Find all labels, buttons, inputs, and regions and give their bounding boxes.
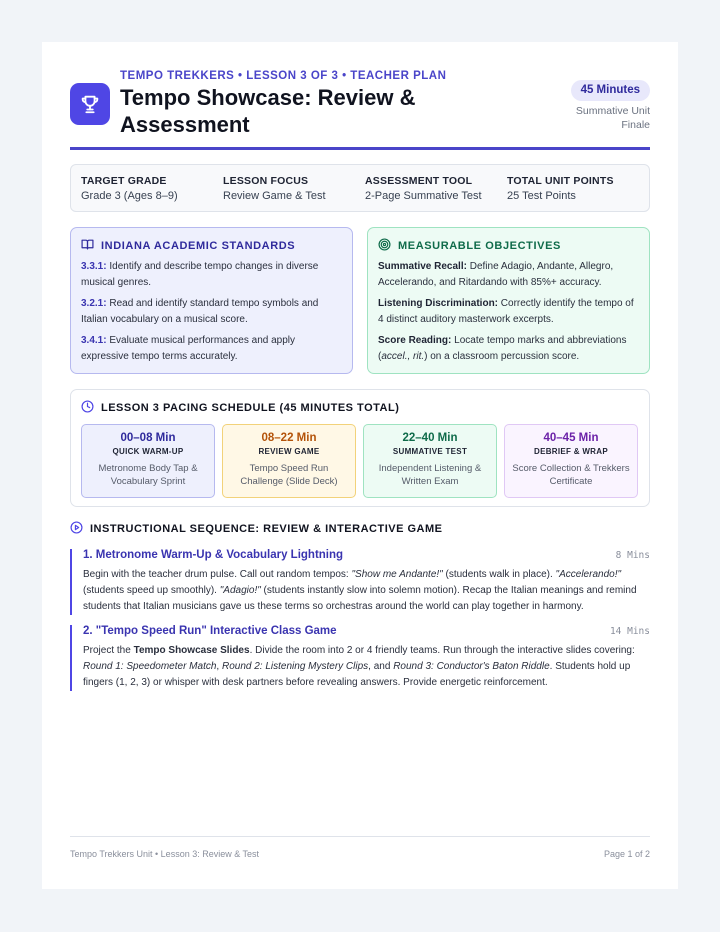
standard-code: 3.2.1: bbox=[81, 298, 107, 309]
unit-note bbox=[576, 104, 650, 132]
standard-code: 3.4.1: bbox=[81, 335, 107, 346]
pacing-schedule bbox=[70, 389, 650, 507]
objective-text: Define Adagio, Andante, Allegro, Accelerando, and Ritardando with 85%+ accuracy. bbox=[378, 261, 614, 288]
info-target-grade bbox=[81, 175, 178, 202]
objective-item bbox=[378, 259, 639, 291]
pace-time: 00–08 Min bbox=[120, 432, 176, 444]
sequence-heading-text: INSTRUCTIONAL SEQUENCE: REVIEW & INTERACTIVE GAME bbox=[90, 523, 443, 535]
standard-text: Read and identify standard tempo symbols and Italian vocabulary on a musical score. bbox=[81, 298, 319, 325]
pace-desc: Tempo Speed Run Challenge (Slide Deck) bbox=[240, 463, 338, 487]
info-value: 2-Page Summative Test bbox=[365, 190, 482, 202]
info-label: TARGET GRADE bbox=[81, 175, 167, 187]
pace-card-warmup bbox=[81, 424, 215, 498]
pace-kind: REVIEW GAME bbox=[258, 447, 320, 456]
objective-item bbox=[378, 333, 639, 365]
objectives-heading-text: MEASURABLE OBJECTIVES bbox=[398, 240, 561, 252]
unit-note-line: Finale bbox=[621, 119, 650, 131]
page-number: Page 1 of 2 bbox=[603, 849, 650, 859]
pace-kind: QUICK WARM-UP bbox=[112, 447, 184, 456]
pace-time: 22–40 Min bbox=[402, 432, 458, 444]
duration-badge: 45 Minutes bbox=[571, 80, 650, 101]
step-italic: Round 2: Listening Mystery Clips bbox=[221, 661, 369, 672]
objective-label: Summative Recall: bbox=[378, 261, 467, 272]
objective-item bbox=[378, 296, 639, 328]
step-text: . Students hold up fingers (1, 2, 3) or whisper with desk partners before revealing answers. Provide energetic reinforcement. bbox=[83, 661, 631, 688]
info-value: 25 Test Points bbox=[507, 190, 576, 202]
standard-text: Evaluate musical performances and apply expressive tempo terms accurately. bbox=[81, 335, 296, 362]
footer-unit-label: Tempo Trekkers Unit • Lesson 3: Review & Test bbox=[70, 849, 260, 859]
step-text: (students walk in place). bbox=[442, 569, 556, 580]
clock-icon bbox=[81, 400, 94, 416]
pacing-heading-text: LESSON 3 PACING SCHEDULE (45 MINUTES TOTAL) bbox=[101, 402, 400, 414]
trophy-icon bbox=[70, 83, 110, 125]
step-text: (students instantly slow into solemn motion). Recap the Italian meanings and remind students that Italian musicians gave us these terms so orchestras around the world can play together in harmony. bbox=[83, 585, 637, 612]
book-icon bbox=[81, 238, 94, 254]
step-text: Project the bbox=[83, 645, 134, 656]
objectives-heading bbox=[378, 238, 639, 254]
objective-label: Score Reading: bbox=[378, 335, 452, 346]
objective-text: ) on a classroom percussion score. bbox=[424, 351, 580, 362]
info-value: Review Game & Test bbox=[223, 190, 326, 202]
pace-desc: Independent Listening & Written Exam bbox=[378, 463, 482, 487]
page-header bbox=[70, 42, 650, 150]
standard-item bbox=[81, 259, 342, 291]
pacing-heading bbox=[81, 400, 639, 416]
info-lesson-focus bbox=[223, 175, 326, 202]
unit-note-line: Summative Unit bbox=[575, 105, 650, 117]
objective-text: Locate tempo marks and abbreviations ( bbox=[378, 335, 627, 362]
step-title: 2. "Tempo Speed Run" Interactive Class Game bbox=[83, 625, 337, 637]
play-circle-icon bbox=[70, 521, 83, 537]
pace-desc: Metronome Body Tap & Vocabulary Sprint bbox=[98, 463, 198, 487]
step-text: , bbox=[216, 661, 222, 672]
pace-kind: DEBRIEF & WRAP bbox=[534, 447, 608, 456]
info-label: ASSESSMENT TOOL bbox=[365, 175, 473, 187]
step-body bbox=[83, 567, 650, 615]
step-minutes: 8 Mins bbox=[615, 550, 650, 561]
sequence-heading bbox=[70, 521, 650, 537]
pace-card-summative-test bbox=[363, 424, 497, 498]
info-assessment-tool bbox=[365, 175, 482, 202]
pace-kind: SUMMATIVE TEST bbox=[392, 447, 468, 456]
step-text: , and bbox=[368, 661, 394, 672]
step-title: 1. Metronome Warm-Up & Vocabulary Lightning bbox=[83, 549, 344, 561]
pacing-cards bbox=[81, 424, 639, 498]
standard-text: Identify and describe tempo changes in diverse musical genres. bbox=[81, 261, 319, 288]
lesson-kicker: TEMPO TREKKERS • LESSON 3 OF 3 • TEACHER PLAN bbox=[120, 70, 447, 82]
lesson-info-strip bbox=[70, 164, 650, 212]
info-total-points bbox=[507, 175, 614, 202]
pace-time: 40–45 Min bbox=[543, 432, 599, 444]
target-icon bbox=[378, 238, 391, 254]
pace-card-review-game bbox=[222, 424, 356, 498]
step-italic: "Show me Andante!" bbox=[351, 569, 443, 580]
standard-item bbox=[81, 333, 342, 365]
step-text: . Divide the room into 2 or 4 friendly teams. Run through the interactive slides covering: bbox=[249, 645, 635, 656]
standards-objectives-row bbox=[70, 227, 650, 374]
step-italic: Round 1: Speedometer Match bbox=[83, 661, 217, 672]
objective-text: Correctly identify the tempo of 4 distinct auditory masterwork excerpts. bbox=[378, 298, 634, 325]
sequence-step-game bbox=[70, 625, 650, 691]
step-italic: "Adagio!" bbox=[219, 585, 261, 596]
info-value: Grade 3 (Ages 8–9) bbox=[81, 190, 178, 202]
standard-item bbox=[81, 296, 342, 328]
step-bold: Tempo Showcase Slides bbox=[133, 645, 250, 656]
pace-time: 08–22 Min bbox=[261, 432, 317, 444]
objective-italic: accel., rit. bbox=[381, 351, 425, 362]
pace-card-debrief bbox=[504, 424, 638, 498]
objectives-box bbox=[367, 227, 650, 374]
info-label: LESSON FOCUS bbox=[223, 175, 309, 187]
lesson-plan-page bbox=[42, 42, 678, 889]
step-italic: Round 3: Conductor's Baton Riddle bbox=[393, 661, 550, 672]
step-text: Begin with the teacher drum pulse. Call out random tempos: bbox=[83, 569, 352, 580]
page-footer bbox=[70, 836, 650, 860]
page-title: Tempo Showcase: Review & Assessment bbox=[120, 85, 416, 137]
standards-heading bbox=[81, 238, 342, 254]
standards-box bbox=[70, 227, 353, 374]
step-italic: "Accelerando!" bbox=[555, 569, 622, 580]
pace-desc: Score Collection & Trekkers Certificate bbox=[512, 463, 630, 487]
sequence-step-warmup bbox=[70, 549, 650, 615]
standards-heading-text: INDIANA ACADEMIC STANDARDS bbox=[101, 240, 296, 252]
step-text: (students speed up smoothly). bbox=[83, 585, 220, 596]
step-body bbox=[83, 643, 650, 691]
info-label: TOTAL UNIT POINTS bbox=[507, 175, 614, 187]
objective-label: Listening Discrimination: bbox=[378, 298, 499, 309]
step-minutes: 14 Mins bbox=[609, 626, 650, 637]
standard-code: 3.3.1: bbox=[81, 261, 107, 272]
